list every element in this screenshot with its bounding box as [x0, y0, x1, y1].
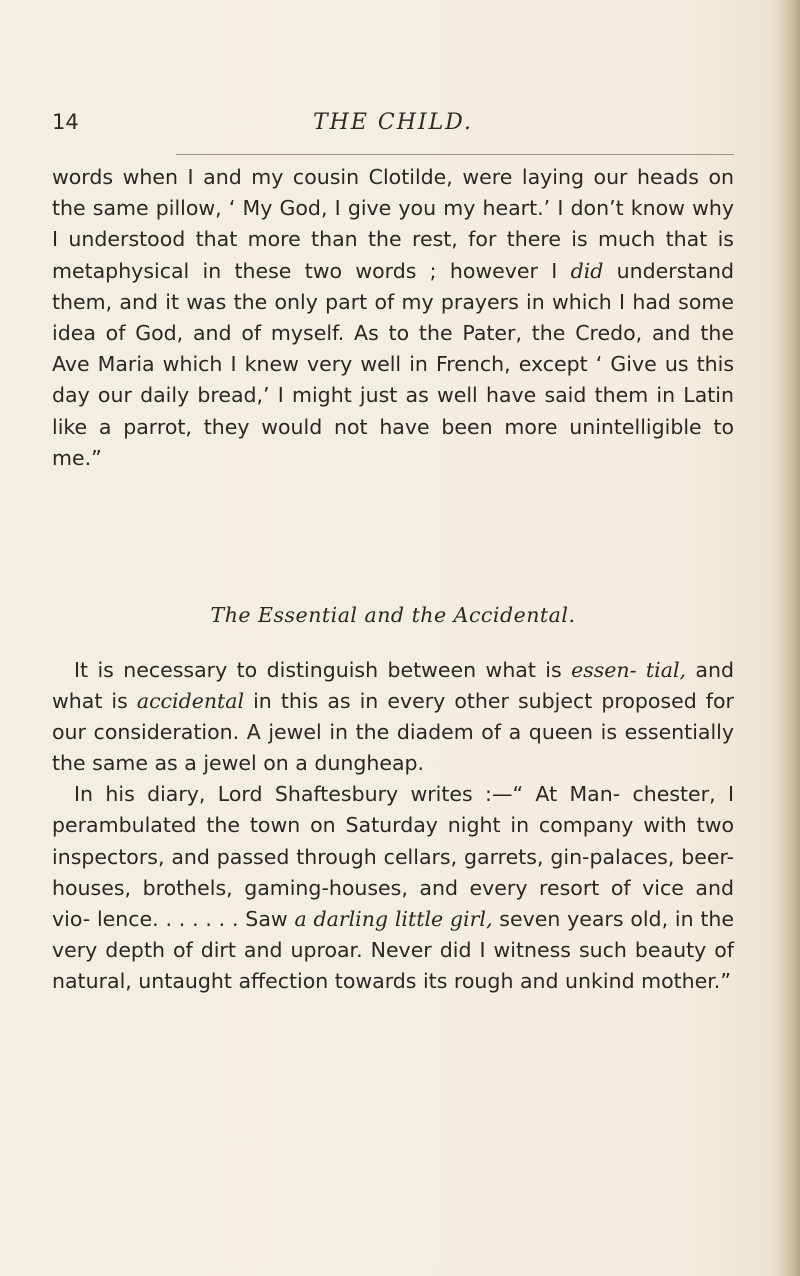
paragraph-text-after: understand them, and it was the only part of my prayers in which I had some idea of God, and of myself. As to the Pater, the Credo, and the Ave Maria which I knew very well in French, except ‘ Give us this day our daily bread,’ I might just as well have said them in Latin like a parrot, they would not have been more unintelligible to me.”	[52, 258, 734, 470]
paragraph-shaftesbury	[52, 779, 734, 997]
paragraph-essential	[52, 655, 734, 779]
paragraph-text: and what is	[52, 658, 734, 714]
emphasis-did: did	[570, 258, 604, 283]
heading-part-2: the Accidental.	[411, 603, 576, 627]
emphasis-darling-girl: a darling little girl,	[294, 906, 493, 931]
heading-and: and	[357, 603, 412, 627]
body-text-top	[52, 162, 734, 474]
body-text-bottom	[52, 655, 734, 997]
header-rule	[176, 154, 734, 155]
paragraph-text: In his diary, Lord Shaftesbury writes :—“ At Man- chester, I perambulated the town on Saturday night in company with two inspectors, and passed through cellars, garrets, gin-palaces, beer-houses, brothels, gaming-houses, and every resort of vice and vio- lence. . . . . . . Saw	[52, 782, 734, 931]
paragraph-text: It is necessary to distinguish between what is	[74, 658, 572, 682]
page-edge-shadow	[778, 0, 800, 1276]
page-header	[52, 110, 734, 150]
paragraph-text: seven years old, in the very depth of dirt and uproar. Never did I witness such beauty of natural, untaught affection towards its rough and unkind mother.”	[52, 906, 735, 993]
paragraph-text: words when I and my cousin Clotilde, were laying our heads on the same pillow, ‘ My God, I give you my heart.’ I don’t know why I understood that more than the rest, for there is much that is metaphysical in these two words ; however I	[52, 165, 734, 283]
paragraph-text: in this as in every other subject proposed for our consideration. A jewel in the diadem of a queen is essentially the same as a jewel on a dungheap.	[52, 689, 734, 776]
section-heading	[52, 603, 734, 627]
emphasis-accidental: accidental	[136, 689, 245, 714]
heading-part-1: The Essential	[210, 603, 358, 627]
page-number: 14	[52, 110, 79, 134]
paragraph-continued	[52, 162, 734, 474]
emphasis-essential: essen- tial,	[571, 658, 687, 682]
running-head: THE CHILD.	[312, 110, 474, 135]
